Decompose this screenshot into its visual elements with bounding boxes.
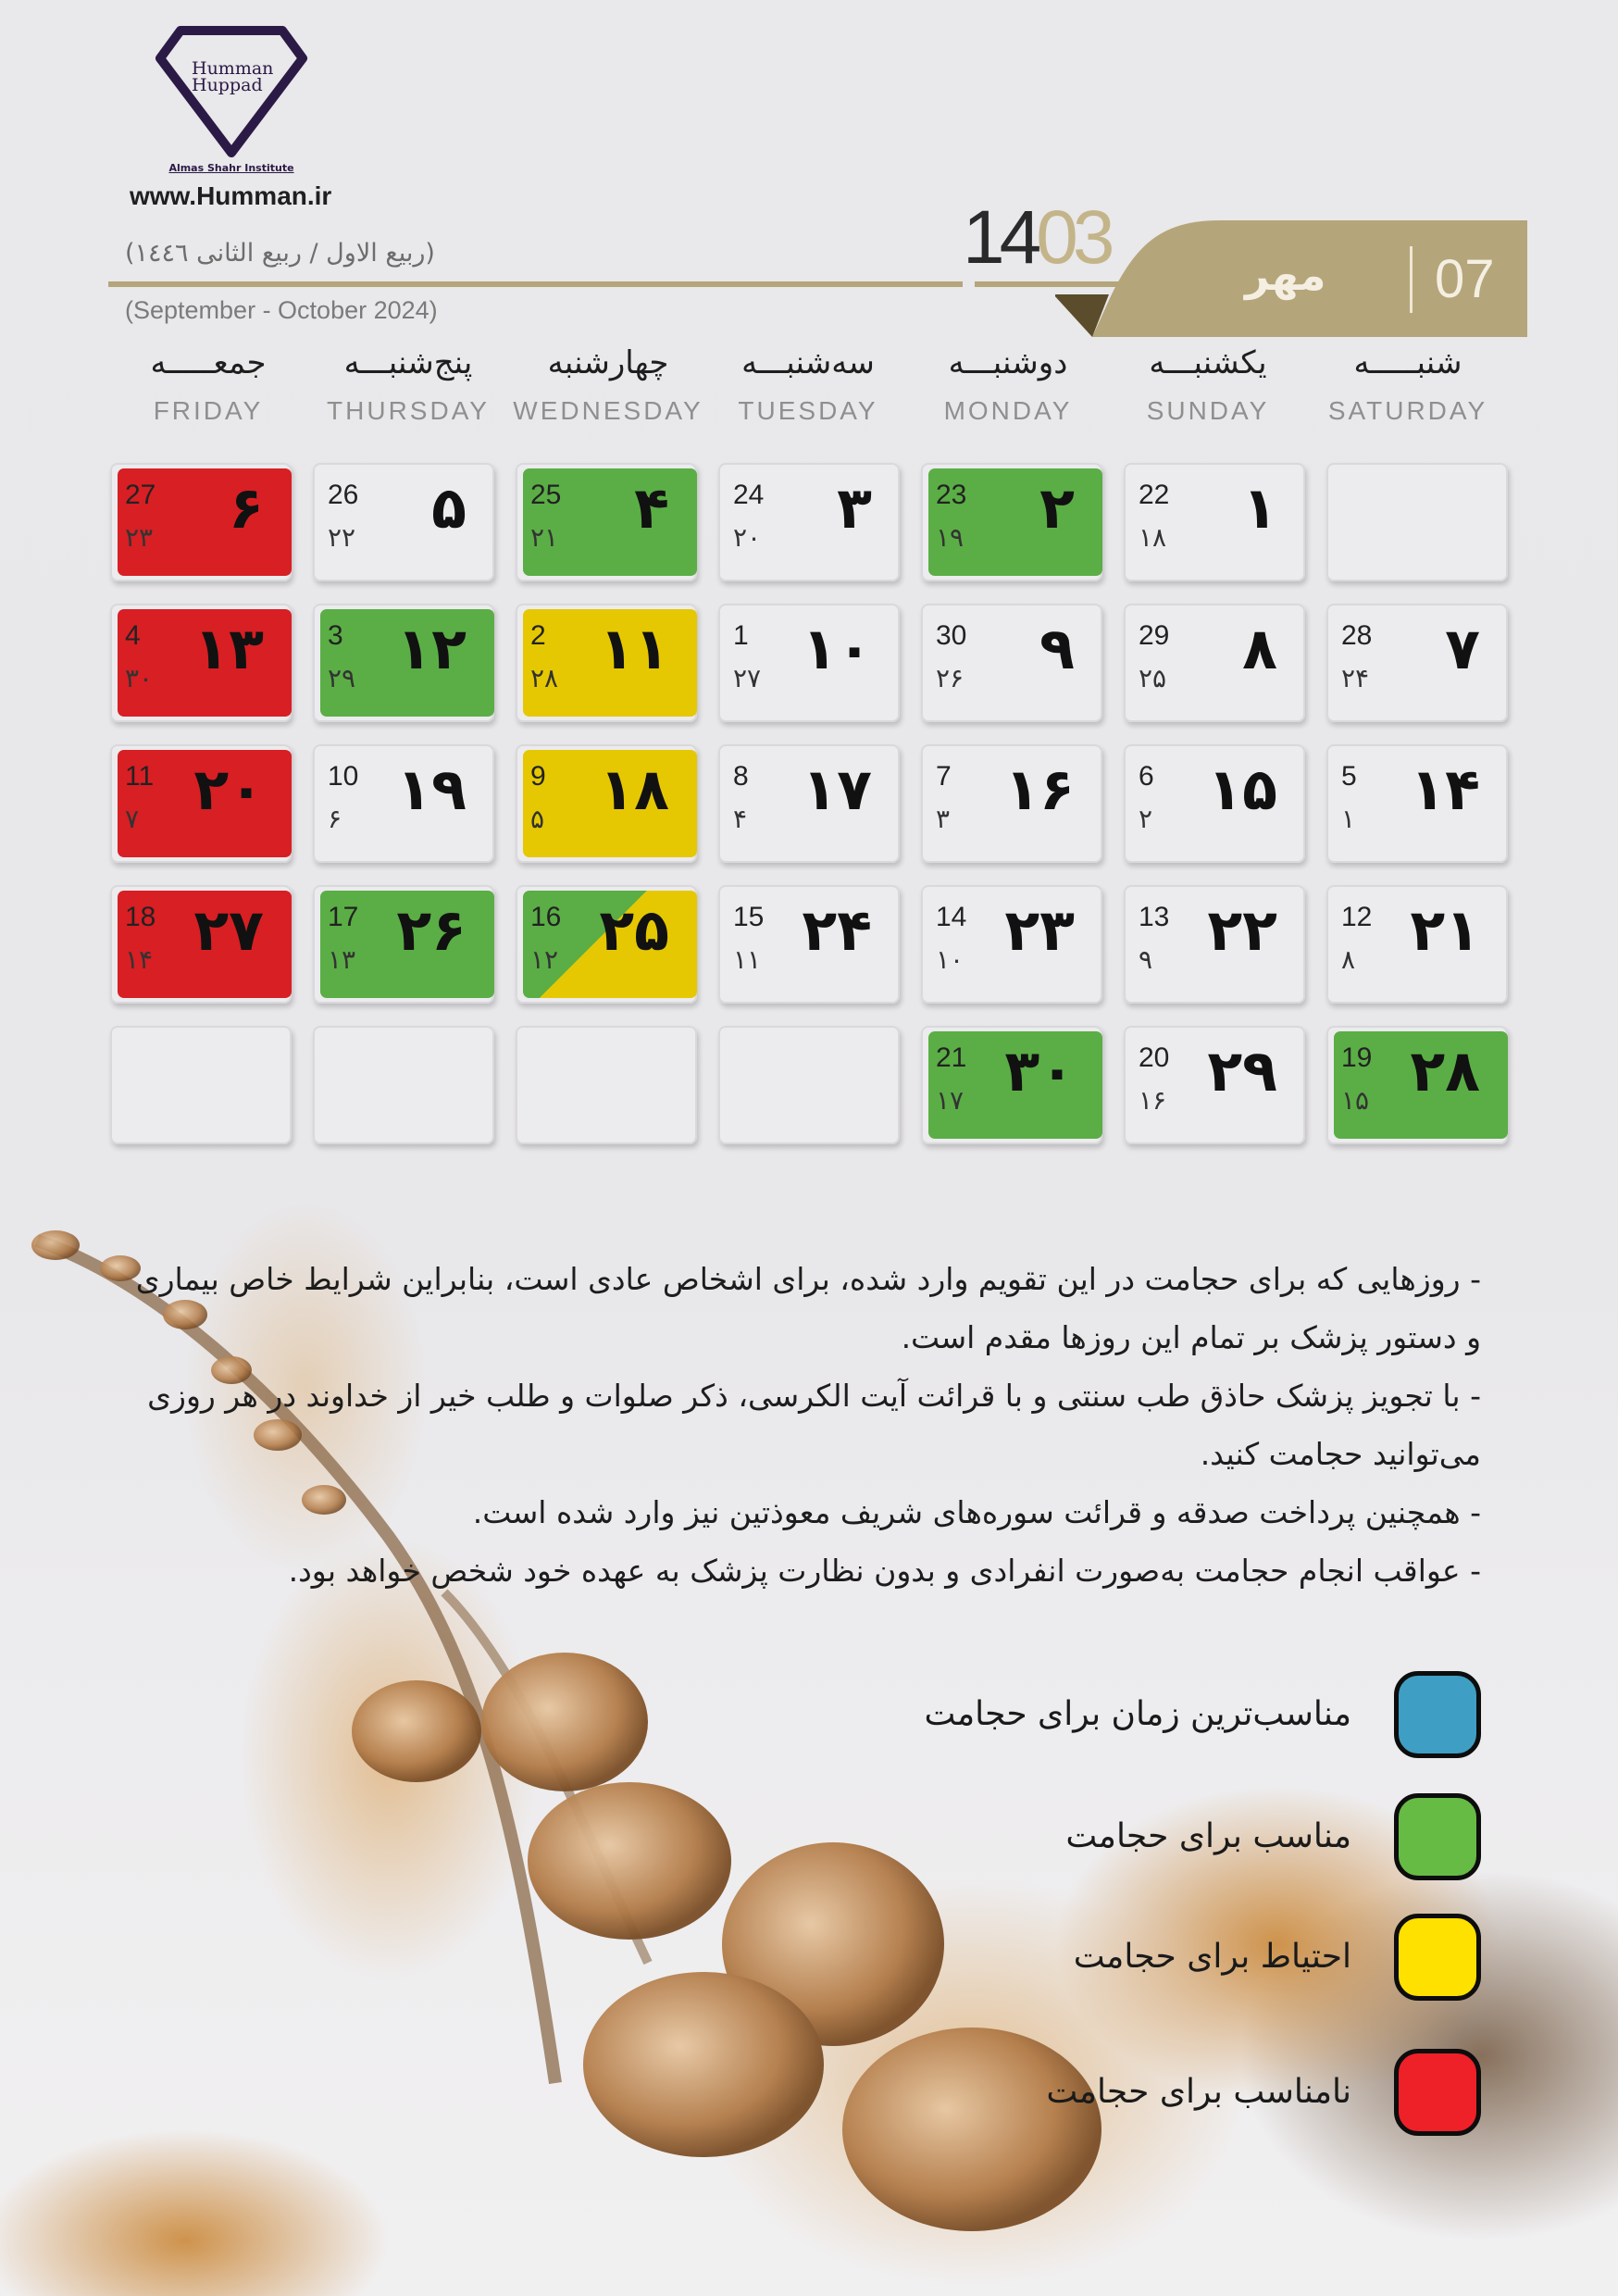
weekday-fa-label: پنج‌شنبـــه bbox=[343, 344, 473, 381]
day-number-gregorian: 26 bbox=[328, 480, 359, 510]
day-number-persian: ۲۲ bbox=[1207, 896, 1277, 964]
logo-wordmark bbox=[192, 60, 273, 94]
year-part-1: 14 bbox=[963, 195, 1037, 280]
calendar-day-cell[interactable] bbox=[110, 744, 292, 863]
day-number-gregorian: 16 bbox=[530, 902, 562, 932]
website-link[interactable]: www.Humman.ir bbox=[130, 181, 332, 210]
day-number-gregorian: 8 bbox=[733, 761, 749, 792]
day-number-gregorian: 20 bbox=[1139, 1042, 1170, 1073]
day-number-hijri: ۳۰ bbox=[125, 663, 154, 693]
calendar-grid bbox=[108, 463, 1508, 1144]
day-number-persian: ۲۹ bbox=[1207, 1037, 1277, 1104]
day-number-hijri: ۱۰ bbox=[936, 944, 965, 975]
calendar-day-cell[interactable] bbox=[516, 885, 697, 1004]
weekday-fa-label: چهارشنبه bbox=[547, 344, 669, 381]
day-number-gregorian: 17 bbox=[328, 902, 359, 932]
day-number-gregorian: 21 bbox=[936, 1042, 967, 1073]
calendar-day-cell[interactable] bbox=[1326, 604, 1508, 722]
legend-swatch bbox=[1394, 1793, 1481, 1880]
legend-item bbox=[833, 1914, 1481, 2006]
weekday-sunday bbox=[1108, 344, 1308, 437]
weekday-wednesday bbox=[508, 344, 708, 437]
day-number-gregorian: 29 bbox=[1139, 620, 1170, 651]
day-number-hijri: ۲۸ bbox=[530, 663, 559, 693]
logo-subtitle: Almas Shahr Institute bbox=[168, 162, 294, 174]
legend-item bbox=[833, 1793, 1481, 1886]
day-number-hijri: ۴ bbox=[733, 804, 748, 834]
day-number-persian: ۳ bbox=[837, 474, 872, 542]
logo-text-top: Humman bbox=[192, 58, 274, 79]
legend-label: نامناسب برای حجامت bbox=[1046, 2073, 1351, 2111]
day-number-gregorian: 13 bbox=[1139, 902, 1170, 932]
weekday-fa-label: یکشنبـــه bbox=[1149, 344, 1267, 381]
weekday-tuesday bbox=[708, 344, 908, 437]
day-number-gregorian: 25 bbox=[530, 480, 562, 510]
day-number-gregorian: 24 bbox=[733, 480, 765, 510]
weekday-thursday bbox=[308, 344, 508, 437]
day-number-hijri: ۱۴ bbox=[125, 944, 154, 975]
calendar-day-cell[interactable] bbox=[516, 744, 697, 863]
day-number-persian: ۱۲ bbox=[396, 615, 467, 682]
weekday-saturday bbox=[1308, 344, 1508, 437]
day-number-gregorian: 27 bbox=[125, 480, 156, 510]
note-line: - روزهایی که برای حجامت در این تقویم وارد شده، برای اشخاص عادی است، بنابراین شرایط خاص بیماری و دستور پزشک بر تمام این روزها مقدم است. bbox=[135, 1261, 1481, 1355]
calendar-day-cell[interactable] bbox=[1124, 604, 1305, 722]
day-number-persian: ۲۴ bbox=[802, 896, 872, 964]
month-divider bbox=[1410, 246, 1413, 313]
weekday-en-label: FRIDAY bbox=[153, 396, 264, 425]
day-number-gregorian: 18 bbox=[125, 902, 156, 932]
day-number-persian: ۱۱ bbox=[599, 615, 669, 682]
day-number-persian: ۲۳ bbox=[1004, 896, 1075, 964]
day-number-hijri: ۱۸ bbox=[1139, 522, 1167, 553]
day-number-persian: ۱۷ bbox=[802, 755, 872, 823]
calendar-cell-empty bbox=[718, 1026, 900, 1144]
calendar-day-cell[interactable] bbox=[516, 463, 697, 581]
legend-swatch bbox=[1394, 1671, 1481, 1758]
calendar-day-cell[interactable] bbox=[718, 744, 900, 863]
day-number-persian: ۱۴ bbox=[1410, 755, 1480, 823]
day-number-gregorian: 14 bbox=[936, 902, 967, 932]
day-number-hijri: ۳ bbox=[936, 804, 951, 834]
legend-item bbox=[833, 1671, 1481, 1764]
day-number-persian: ۴ bbox=[634, 474, 669, 542]
calendar-day-cell[interactable] bbox=[1326, 1026, 1508, 1144]
day-number-persian: ۵ bbox=[431, 474, 467, 542]
day-number-persian: ۲۵ bbox=[599, 896, 669, 964]
calendar-day-cell[interactable] bbox=[921, 885, 1102, 1004]
calendar-day-cell[interactable] bbox=[921, 744, 1102, 863]
legend-label: مناسب‌ترین زمان برای حجامت bbox=[924, 1695, 1351, 1733]
calendar-day-cell[interactable] bbox=[921, 1026, 1102, 1144]
calendar-day-cell[interactable] bbox=[1124, 885, 1305, 1004]
legend-label: احتیاط برای حجامت bbox=[1073, 1938, 1351, 1976]
day-number-gregorian: 11 bbox=[125, 761, 155, 792]
legend-item bbox=[833, 2049, 1481, 2141]
day-number-gregorian: 22 bbox=[1139, 480, 1170, 510]
calendar-day-cell[interactable] bbox=[110, 463, 292, 581]
day-status-fill bbox=[118, 1031, 292, 1139]
day-number-hijri: ۶ bbox=[328, 804, 342, 834]
calendar-day-cell[interactable] bbox=[1124, 463, 1305, 581]
day-number-persian: ۲۸ bbox=[1410, 1037, 1480, 1104]
day-number-persian: ۱۵ bbox=[1207, 755, 1277, 823]
calendar-day-cell[interactable] bbox=[1326, 744, 1508, 863]
day-number-persian: ۲۶ bbox=[396, 896, 467, 964]
day-number-persian: ۹ bbox=[1039, 615, 1075, 682]
day-number-persian: ۳۰ bbox=[1004, 1037, 1075, 1104]
calendar-cell-empty bbox=[110, 1026, 292, 1144]
year-label bbox=[963, 194, 1109, 281]
legend-swatch bbox=[1394, 2049, 1481, 2136]
day-status-fill bbox=[1334, 468, 1508, 576]
note-line: - همچنین پرداخت صدقه و قرائت سوره‌های شریف معوذتین نیز وارد شده است. bbox=[472, 1494, 1481, 1530]
calendar-day-cell[interactable] bbox=[313, 744, 494, 863]
day-number-gregorian: 3 bbox=[328, 620, 343, 651]
day-number-hijri: ۲۱ bbox=[530, 522, 559, 553]
day-number-persian: ۱۸ bbox=[599, 755, 669, 823]
day-number-gregorian: 10 bbox=[328, 761, 359, 792]
day-number-gregorian: 1 bbox=[733, 620, 749, 651]
gregorian-months: (September - October 2024) bbox=[125, 296, 438, 324]
day-number-hijri: ۲ bbox=[1139, 804, 1153, 834]
month-number: 07 bbox=[1435, 249, 1495, 309]
weekday-en-label: SATURDAY bbox=[1327, 396, 1488, 425]
day-number-gregorian: 5 bbox=[1341, 761, 1357, 792]
day-number-hijri: ۵ bbox=[530, 804, 545, 834]
day-number-hijri: ۹ bbox=[1139, 944, 1153, 975]
day-number-hijri: ۲۲ bbox=[328, 522, 356, 553]
day-number-hijri: ۱۵ bbox=[1341, 1085, 1370, 1116]
weekday-en-label: MONDAY bbox=[943, 396, 1073, 425]
calendar-day-cell[interactable] bbox=[313, 463, 494, 581]
day-number-gregorian: 2 bbox=[530, 620, 546, 651]
weekday-fa-label: دوشنبـــه bbox=[948, 344, 1068, 381]
calendar-day-cell[interactable] bbox=[1326, 885, 1508, 1004]
calendar-cell-empty bbox=[313, 1026, 494, 1144]
weekday-friday bbox=[108, 344, 308, 437]
weekday-en-label: TUESDAY bbox=[738, 396, 878, 425]
calendar-day-cell[interactable] bbox=[921, 463, 1102, 581]
day-number-gregorian: 28 bbox=[1341, 620, 1373, 651]
weekday-fa-label: جمعـــــه bbox=[150, 344, 267, 381]
calendar-day-cell[interactable] bbox=[718, 885, 900, 1004]
logo bbox=[153, 23, 310, 174]
day-status-fill bbox=[523, 1031, 697, 1139]
day-number-gregorian: 6 bbox=[1139, 761, 1154, 792]
calendar-day-cell[interactable] bbox=[110, 885, 292, 1004]
day-number-hijri: ۱۶ bbox=[1139, 1085, 1167, 1116]
day-number-hijri: ۲۶ bbox=[936, 663, 965, 693]
weekday-en-label: THURSDAY bbox=[327, 396, 490, 425]
day-status-fill bbox=[726, 1031, 900, 1139]
header-rule bbox=[108, 281, 963, 287]
day-number-hijri: ۱۲ bbox=[530, 944, 559, 975]
note-line: - عواقب انجام حجامت به‌صورت انفرادی و بدون نظارت پزشک به عهده خود شخص خواهد بود. bbox=[288, 1553, 1481, 1589]
calendar-cell-empty bbox=[516, 1026, 697, 1144]
day-number-gregorian: 30 bbox=[936, 620, 967, 651]
day-number-hijri: ۲۷ bbox=[733, 663, 762, 693]
day-number-hijri: ۲۰ bbox=[733, 522, 762, 553]
note-line: - با تجویز پزشک حاذق طب سنتی و با قرائت آیت الکرسی، ذکر صلوات و طلب خیر از خداوند در هر روزی می‌توانید حجامت کنید. bbox=[147, 1378, 1481, 1472]
weekday-header bbox=[108, 344, 1508, 437]
calendar-day-cell[interactable] bbox=[1124, 744, 1305, 863]
day-number-hijri: ۲۴ bbox=[1341, 663, 1370, 693]
month-name: مهر bbox=[1245, 250, 1326, 300]
day-status-fill bbox=[320, 1031, 494, 1139]
day-number-hijri: ۲۳ bbox=[125, 522, 154, 553]
day-number-persian: ۱ bbox=[1242, 474, 1277, 542]
day-number-persian: ۲ bbox=[1039, 474, 1075, 542]
day-number-persian: ۱۰ bbox=[802, 615, 872, 682]
day-number-gregorian: 12 bbox=[1341, 902, 1373, 932]
day-number-persian: ۲۰ bbox=[193, 755, 264, 823]
calendar-day-cell[interactable] bbox=[313, 885, 494, 1004]
weekday-en-label: WEDNESDAY bbox=[513, 396, 703, 425]
day-number-hijri: ۷ bbox=[125, 804, 140, 834]
day-number-persian: ۶ bbox=[229, 474, 264, 542]
day-number-persian: ۸ bbox=[1242, 615, 1277, 682]
day-number-gregorian: 23 bbox=[936, 480, 967, 510]
weekday-en-label: SUNDAY bbox=[1146, 396, 1270, 425]
day-number-hijri: ۱ bbox=[1341, 804, 1356, 834]
logo-text-bottom: Huppad bbox=[192, 75, 263, 95]
calendar-day-cell[interactable] bbox=[110, 604, 292, 722]
day-number-hijri: ۸ bbox=[1341, 944, 1356, 975]
calendar-day-cell[interactable] bbox=[1124, 1026, 1305, 1144]
day-number-hijri: ۲۹ bbox=[328, 663, 356, 693]
legend-label: مناسب برای حجامت bbox=[1065, 1817, 1351, 1855]
day-number-persian: ۱۶ bbox=[1004, 755, 1075, 823]
year-part-2: 03 bbox=[1036, 195, 1110, 280]
notes bbox=[130, 1250, 1481, 1600]
legend-swatch bbox=[1394, 1914, 1481, 2001]
day-number-gregorian: 7 bbox=[936, 761, 952, 792]
calendar-day-cell[interactable] bbox=[921, 604, 1102, 722]
day-number-hijri: ۱۳ bbox=[328, 944, 356, 975]
day-number-hijri: ۱۹ bbox=[936, 522, 965, 553]
day-number-gregorian: 15 bbox=[733, 902, 765, 932]
calendar-day-cell[interactable] bbox=[718, 463, 900, 581]
day-number-gregorian: 9 bbox=[530, 761, 546, 792]
calendar-day-cell[interactable] bbox=[516, 604, 697, 722]
day-number-persian: ۱۹ bbox=[396, 755, 467, 823]
day-number-gregorian: 19 bbox=[1341, 1042, 1373, 1073]
day-number-persian: ۲۷ bbox=[193, 896, 264, 964]
day-number-persian: ۷ bbox=[1445, 615, 1480, 682]
calendar-cell-empty bbox=[1326, 463, 1508, 581]
day-number-gregorian: 4 bbox=[125, 620, 141, 651]
weekday-monday bbox=[908, 344, 1108, 437]
weekday-fa-label: سه‌شنبـــه bbox=[741, 344, 875, 381]
day-number-persian: ۲۱ bbox=[1410, 896, 1480, 964]
calendar-day-cell[interactable] bbox=[313, 604, 494, 722]
calendar-day-cell[interactable] bbox=[718, 604, 900, 722]
hijri-months: (ربیع الاول / ربیع الثانی ۱٤٤٦) bbox=[125, 239, 435, 268]
day-number-hijri: ۱۷ bbox=[936, 1085, 965, 1116]
day-number-hijri: ۱۱ bbox=[733, 944, 762, 975]
weekday-fa-label: شنبـــــه bbox=[1353, 344, 1462, 381]
day-number-persian: ۱۳ bbox=[193, 615, 264, 682]
day-number-hijri: ۲۵ bbox=[1139, 663, 1167, 693]
